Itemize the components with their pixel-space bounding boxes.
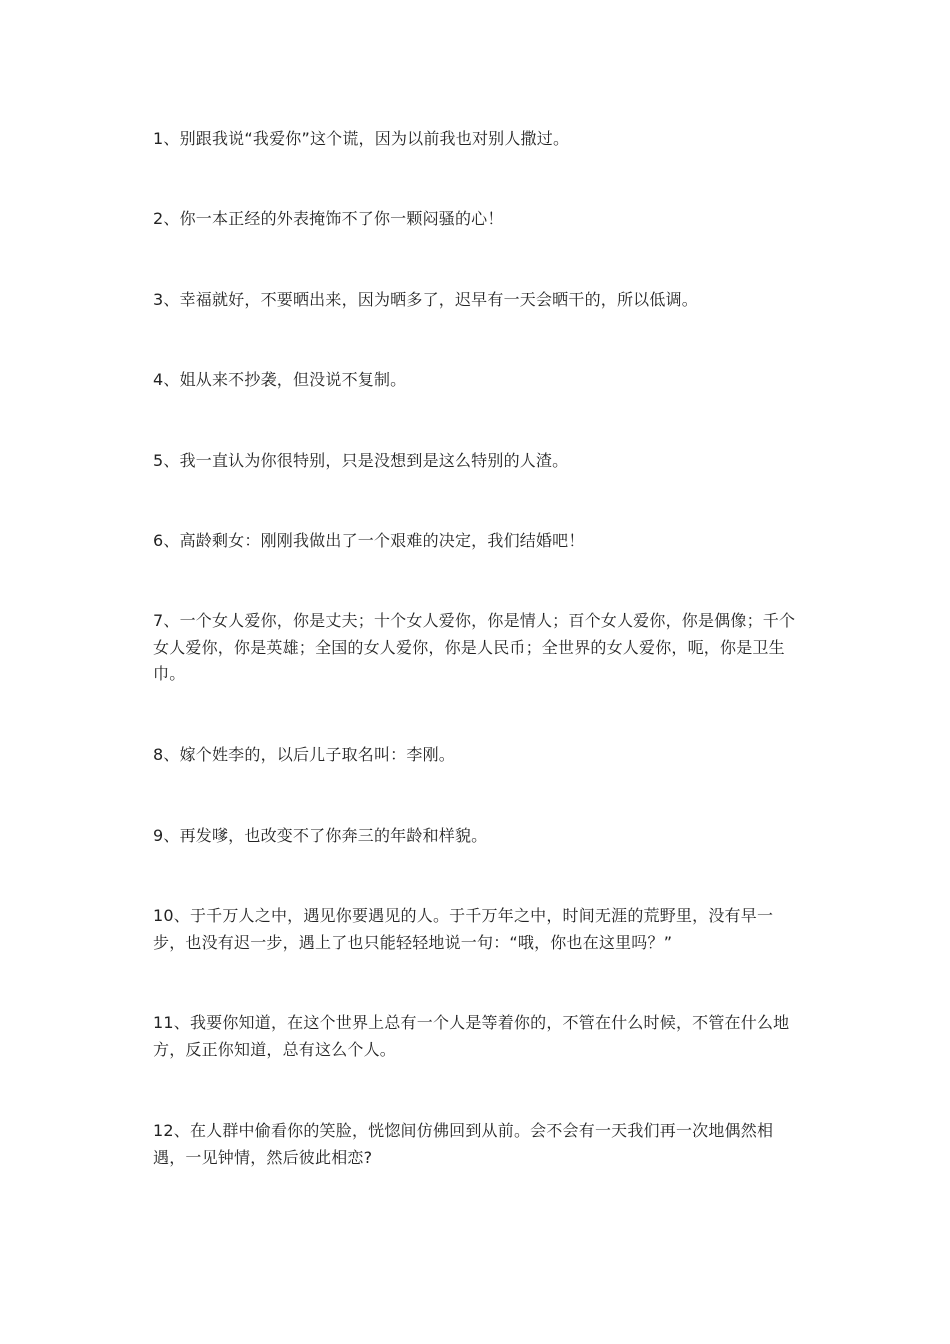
quote-item-4: 4、姐从来不抄袭，但没说不复制。 <box>153 370 407 389</box>
quote-item-6: 6、高龄剩女：刚刚我做出了一个艰难的决定，我们结婚吧！ <box>153 531 585 550</box>
quote-item-1: 1、别跟我说“我爱你”这个谎，因为以前我也对别人撒过。 <box>153 129 570 148</box>
quote-item-8: 8、嫁个姓李的，以后儿子取名叫：李刚。 <box>153 745 455 764</box>
quote-item-12: 12、在人群中偷看你的笑脸，恍惚间仿佛回到从前。会不会有一天我们再一次地偶然相遇，一见钟情，然后彼此相恋? <box>153 1121 774 1167</box>
quote-item-2: 2、你一本正经的外表掩饰不了你一颗闷骚的心！ <box>153 209 504 228</box>
quote-item-5: 5、我一直认为你很特别，只是没想到是这么特别的人渣。 <box>153 451 569 470</box>
quote-item-9: 9、再发嗲，也改变不了你奔三的年龄和样貌。 <box>153 826 488 845</box>
quote-item-11: 11、我要你知道，在这个世界上总有一个人是等着你的，不管在什么时候，不管在什么地方，反正你知道，总有这么个人。 <box>153 1013 790 1059</box>
quote-item-7: 7、一个女人爱你，你是丈夫；十个女人爱你，你是情人；百个女人爱你，你是偶像；千个女人爱你，你是英雄；全国的女人爱你，你是人民币；全世界的女人爱你，呃，你是卫生巾。 <box>153 611 796 683</box>
quote-item-10: 10、于千万人之中，遇见你要遇见的人。于千万年之中，时间无涯的荒野里，没有早一步，也没有迟一步，遇上了也只能轻轻地说一句：“哦，你也在这里吗？” <box>153 906 774 952</box>
quote-item-3: 3、幸福就好，不要晒出来，因为晒多了，迟早有一天会晒干的，所以低调。 <box>153 290 698 309</box>
